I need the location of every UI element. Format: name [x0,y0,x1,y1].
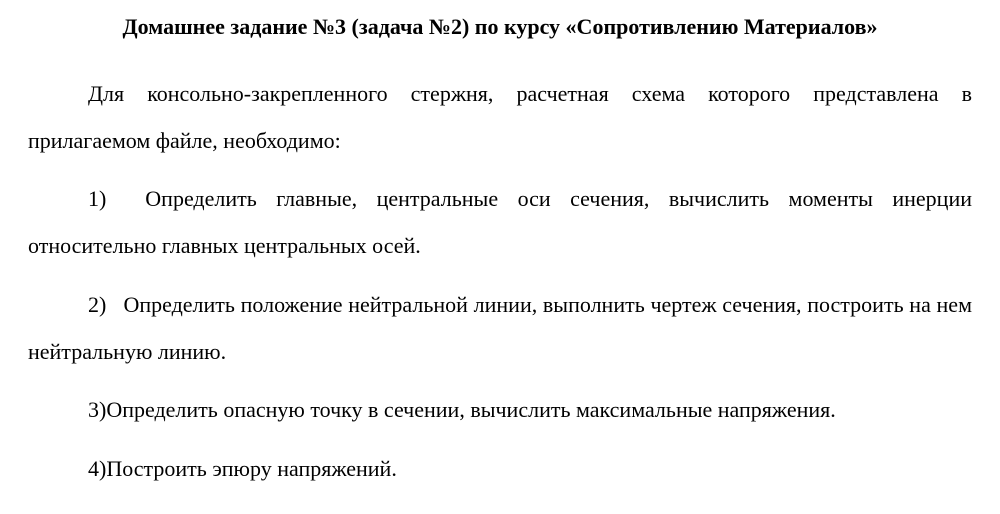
task-item-2 [28,281,972,375]
task-item-number: 2) [88,292,124,317]
task-item-number: 4) [88,456,107,481]
task-item-number: 3) [88,397,107,422]
task-item-text: Определить главные, центральные оси сечения, вычислить моменты инерции относительно главных центральных осей. [28,186,973,258]
task-item-text: Определить положение нейтральной линии, выполнить чертеж сечения, построить на нем нейтральную линию. [28,292,972,364]
document-title: Домашнее задание №3 (задача №2) по курсу «Сопротивлению Материалов» [122,14,878,39]
task-item-number: 1) [88,186,146,211]
task-item-1 [28,175,972,269]
task-item-text: Построить эпюру напряжений. [106,456,397,481]
task-item-3 [28,386,972,433]
intro-paragraph: Для консольно-закрепленного стержня, расчетная схема которого представлена в прилагаемом файле, необходимо: [28,81,972,153]
task-item-4 [28,445,972,492]
task-item-text: Определить опасную точку в сечении, вычислить максимальные напряжения. [106,397,836,422]
